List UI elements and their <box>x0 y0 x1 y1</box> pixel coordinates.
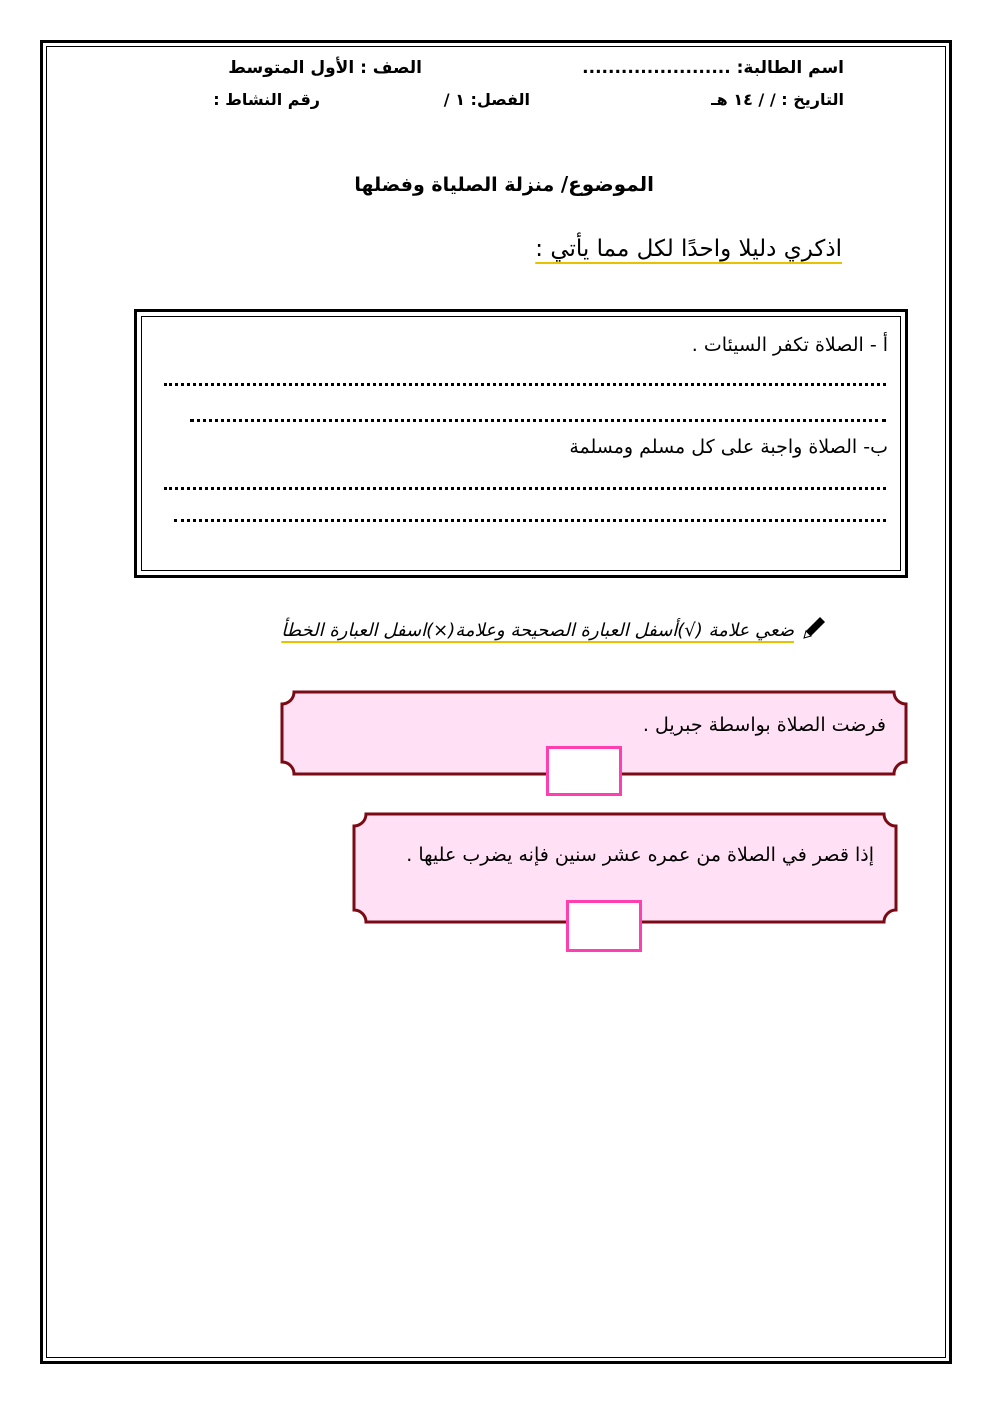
topic-title <box>354 172 654 196</box>
section2-instruction: ضعي علامة (√)أسفل العبارة الصحيحة وعلامة(×)اسفل العبارة الخطأ <box>281 620 794 641</box>
answer-line-a1[interactable] <box>164 383 886 386</box>
question-item-a: أ - الصلاة تكفر السيئات . <box>691 334 888 356</box>
grade-label: الصف : الأول المتوسط <box>228 58 422 78</box>
topic-label: الموضوع/ <box>560 172 654 196</box>
term-label: الفصل: ١ / <box>443 90 530 109</box>
statement-1-text: فرضت الصلاة بواسطة جبريل . <box>642 714 886 736</box>
answer-line-b2[interactable] <box>174 519 886 522</box>
date-field: التاريخ : / / ١٤ هـ <box>711 90 844 109</box>
answer-box-statement-1[interactable] <box>546 746 622 796</box>
answer-box-statement-2[interactable] <box>566 900 642 952</box>
answer-line-a2[interactable] <box>190 419 886 422</box>
answer-line-b1[interactable] <box>164 487 886 490</box>
question-item-b: ب- الصلاة واجبة على كل مسلم ومسلمة <box>569 436 888 458</box>
student-name-field: اسم الطالبة: ....................... <box>582 58 844 78</box>
activity-number-field: رقم النشاط : <box>213 90 320 109</box>
topic-text: منزلة الصلياة وفضلها <box>354 174 561 196</box>
pencil-icon <box>800 614 828 642</box>
statement-2-text: إذا قصر في الصلاة من عمره عشر سنين فإنه يضرب عليها . <box>406 844 874 866</box>
section1-instruction: اذكري دليلا واحدًا لكل مما يأتي : <box>535 236 842 262</box>
